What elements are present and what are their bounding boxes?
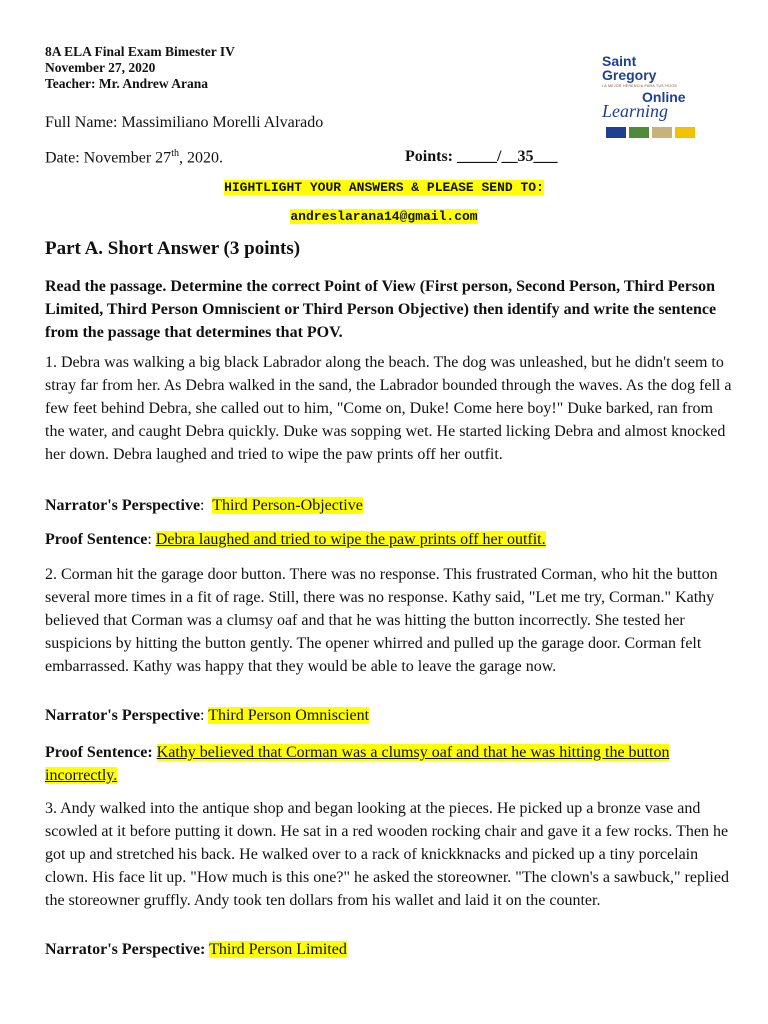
perspective-answer-3: Third Person Limited bbox=[209, 941, 347, 958]
perspective-row-3: Narrator's Perspective: Third Person Limited bbox=[45, 941, 347, 958]
perspective-answer-2: Third Person Omniscient bbox=[208, 707, 370, 724]
points-line: Points: _____/__35___ bbox=[405, 148, 558, 165]
date-line: Date: November 27th, 2020. bbox=[45, 148, 223, 167]
proof-answer-1: Debra laughed and tried to wipe the paw prints off her outfit. bbox=[155, 531, 546, 548]
perspective-row-2: Narrator's Perspective: Third Person Omniscient bbox=[45, 707, 370, 724]
school-logo: Saint Gregory LA MEJOR HERENCIA PARA TUS HIJOS Online Learning bbox=[598, 52, 723, 144]
passage-1: 1. Debra was walking a big black Labrador along the beach. The dog was unleashed, but he didn't seem to stray far from her. As Debra walked in the sand, the Labrador bounded through the waves. As the dog fell a few feet behind Debra, she called out to him, "Come on, Duke! Come here boy!" Duke barked, ran from the water, and caught Debra quickly. Duke was sopping wet. He started licking Debra and almost knocked her down. Debra laughed and tried to wipe the paw prints off her outfit. bbox=[45, 354, 732, 463]
part-a-directions: Read the passage. Determine the correct Point of View (First person, Second Person, Third Person Limited, Third Person Omniscient or Third Person Objective) then identify and write the sentence from the passage that determines that POV. bbox=[45, 278, 717, 341]
email-address: andreslarana14@gmail.com bbox=[290, 209, 478, 224]
proof-answer-2: Kathy believed that Corman was a clumsy oaf and that he was hitting the button incorrectly. bbox=[45, 744, 670, 784]
perspective-row-1: Narrator's Perspective: Third Person-Objective bbox=[45, 497, 363, 514]
teacher-name: Teacher: Mr. Andrew Arana bbox=[45, 76, 208, 91]
exam-title: 8A ELA Final Exam Bimester IV bbox=[45, 44, 235, 59]
proof-row-2: Proof Sentence: Kathy believed that Corman was a clumsy oaf and that he was hitting the button incorrectly. bbox=[45, 744, 670, 784]
passage-2: 2. Corman hit the garage door button. There was no response. This frustrated Corman, who hit the button several more times in a fit of rage. Still, there was no response. Kathy said, "Let me try, Corman." Kathy believed that Corman was a clumsy oaf and that he was hitting the button incorrectly. She tested her suspicions by hitting the button gently. The opener whirred and pulled up the garage door. Corman felt embarrassed. Kathy was happy that they would be able to leave the garage now. bbox=[45, 566, 718, 675]
exam-date: November 27, 2020 bbox=[45, 60, 156, 75]
perspective-answer-1: Third Person-Objective bbox=[212, 497, 363, 514]
passage-3: 3. Andy walked into the antique shop and began looking at the pieces. He picked up a bronze vase and scowled at it before putting it down. He sat in a red wooden rocking chair and gave it a few rocks. Then he got up and stretched his back. He walked over to a rack of knickknacks and picked up a tiny porcelain clown. His face lit up. "How much is this one?" he asked the storeowner. "The clown's a sawbuck," replied the storeowner gruffly. Andy took ten dollars from his wallet and laid it on the counter. bbox=[45, 800, 729, 909]
exam-header bbox=[45, 44, 235, 92]
highlight-instruction: HIGHTLIGHT YOUR ANSWERS & PLEASE SEND TO: bbox=[224, 180, 544, 195]
logo-color-bars bbox=[606, 127, 695, 138]
part-a-title: Part A. Short Answer (3 points) bbox=[45, 238, 301, 259]
proof-row-1: Proof Sentence: Debra laughed and tried to wipe the paw prints off her outfit. bbox=[45, 531, 546, 548]
full-name: Full Name: Massimiliano Morelli Alvarado bbox=[45, 114, 324, 131]
